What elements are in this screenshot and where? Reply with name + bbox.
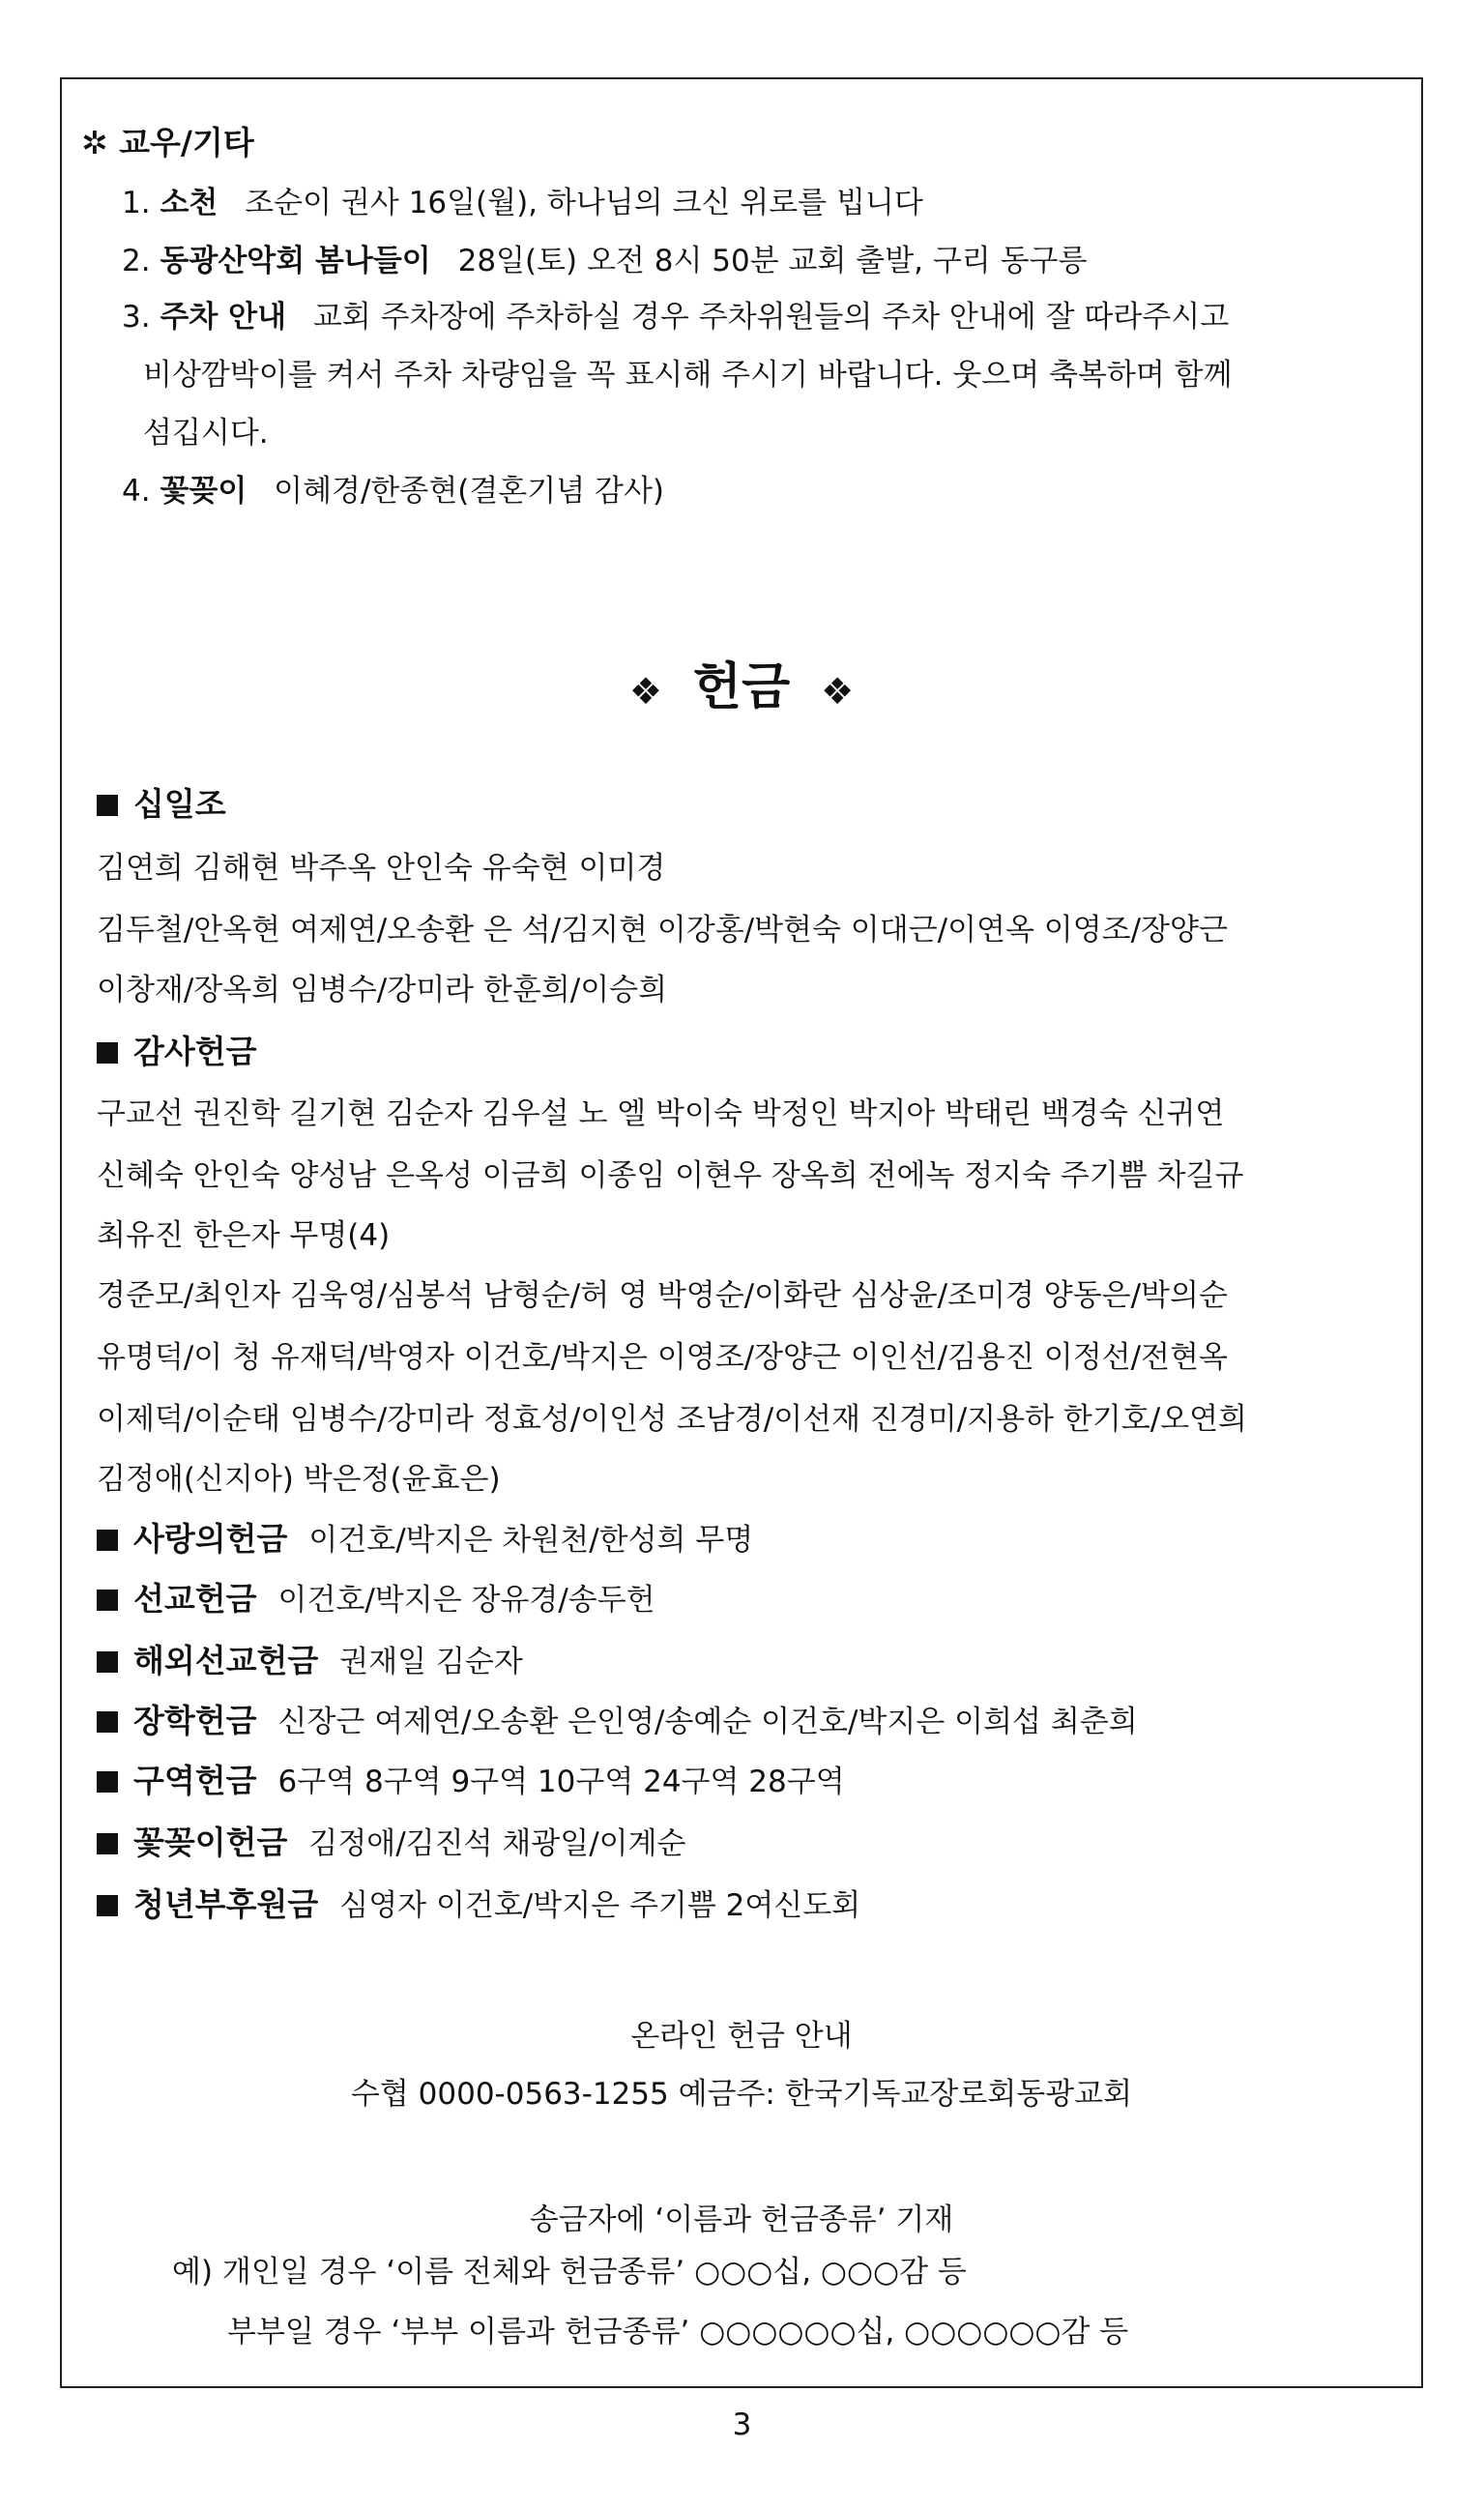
square-bullet-icon — [97, 1590, 118, 1611]
notice-item-3-cont-1: 비상깜박이를 켜서 주차 차량임을 꼭 표시해 주시기 바랍니다. 웃으며 축복하며 함께 — [143, 358, 1233, 393]
notice-item-1: 1. 소천 조순이 권사 16일(월), 하나님의 크신 위로를 빕니다 — [122, 186, 923, 220]
notice-item-text: 교회 주차장에 주차하실 경우 주차위원들의 주차 안내에 잘 따라주시고 — [312, 300, 1230, 335]
section-title-text: 교우/기타 — [119, 124, 254, 161]
offering-row-district: 구역헌금 6구역 8구역 9구역 10구역 24구역 28구역 — [97, 1762, 845, 1801]
notice-item-3-cont-2: 섬깁시다. — [143, 416, 269, 451]
thanks-title: 감사헌금 — [97, 1033, 278, 1072]
notice-item-title: 동광산악회 봄나들이 — [160, 244, 431, 278]
offering-heading-text: 헌금 — [692, 658, 791, 716]
thanks-line: 김정애(신지아) 박은정(윤효은) — [97, 1462, 501, 1497]
square-bullet-icon — [97, 1711, 118, 1733]
square-bullet-icon — [97, 795, 118, 816]
online-account: 수협 0000-0563-1255 예금주: 한국기독교장로회동광교회 — [350, 2077, 1133, 2112]
notice-item-4: 4. 꽃꽂이 이혜경/한종현(결혼기념 감사) — [122, 474, 664, 509]
section-title-members — [81, 124, 254, 162]
tithe-line: 이창재/장옥희 임병수/강미라 한훈희/이승희 — [97, 973, 668, 1007]
offering-row-flowers: 꽃꽂이헌금 김정애/김진석 채광일/이계순 — [97, 1823, 685, 1863]
offering-row-youth-support: 청년부후원금 심영자 이건호/박지은 주기쁨 2여신도회 — [97, 1885, 860, 1925]
page-number: 3 — [732, 2407, 752, 2442]
notice-item-text: 이혜경/한종현(결혼기념 감사) — [274, 474, 664, 509]
notice-item-title: 주차 안내 — [160, 300, 287, 335]
online-note-2: 예) 개인일 경우 ‘이름 전체와 헌금종류’ ○○○십, ○○○감 등 — [172, 2255, 967, 2290]
tithe-line: 김연희 김해현 박주옥 안인숙 유숙현 이미경 — [97, 851, 666, 886]
square-bullet-icon — [97, 1530, 118, 1551]
thanks-line: 유명덕/이 청 유재덕/박영자 이건호/박지은 이영조/장양근 이인선/김용진 이정선/전현옥 — [97, 1340, 1228, 1375]
online-note-3: 부부일 경우 ‘부부 이름과 헌금종류’ ○○○○○○십, ○○○○○○감 등 — [227, 2315, 1129, 2349]
notice-item-text: 28일(토) 오전 8시 50분 교회 출발, 구리 동구릉 — [457, 244, 1088, 278]
thanks-line: 구교선 권진학 길기현 김순자 김우설 노 엘 박이숙 박정인 박지아 박태린 백경숙 신귀연 — [97, 1096, 1225, 1131]
online-title: 온라인 헌금 안내 — [630, 2019, 853, 2054]
notice-item-2: 2. 동광산악회 봄나들이 28일(토) 오전 8시 50분 교회 출발, 구리 동구릉 — [122, 244, 1088, 278]
diamond-icon: ❖ — [821, 670, 855, 713]
square-bullet-icon — [97, 1895, 118, 1916]
offering-row-mission: 선교헌금 이건호/박지은 장유경/송두헌 — [97, 1580, 655, 1619]
thanks-line: 신혜숙 안인숙 양성남 은옥성 이금희 이종임 이현우 장옥희 전에녹 정지숙 주기쁨 차길규 — [97, 1158, 1244, 1193]
thanks-line: 최유진 한은자 무명(4) — [97, 1218, 391, 1253]
offering-heading — [60, 646, 1423, 718]
square-bullet-icon — [97, 1042, 118, 1064]
offering-row-love: 사랑의헌금 이건호/박지은 차원천/한성희 무명 — [97, 1520, 753, 1560]
notice-item-3: 3. 주차 안내 교회 주차장에 주차하실 경우 주차위원들의 주차 안내에 잘 따라주시고 — [122, 300, 1230, 335]
online-note-1: 송금자에 ‘이름과 헌금종류’ 기재 — [529, 2203, 954, 2237]
square-bullet-icon — [97, 1651, 118, 1673]
asterisk-icon: ✲ — [81, 124, 108, 161]
notice-item-title: 소천 — [160, 186, 218, 220]
square-bullet-icon — [97, 1771, 118, 1793]
notice-item-title: 꽃꽂이 — [160, 474, 247, 509]
thanks-line: 이제덕/이순태 임병수/강미라 정효성/이인성 조남경/이선재 진경미/지용하 한기호/오연희 — [97, 1402, 1247, 1437]
notice-item-text: 조순이 권사 16일(월), 하나님의 크신 위로를 빕니다 — [245, 186, 923, 220]
offering-row-scholarship: 장학헌금 신장근 여제연/오송환 은인영/송예순 이건호/박지은 이희섭 최춘희 — [97, 1702, 1138, 1741]
tithe-line: 김두철/안옥현 여제연/오송환 은 석/김지현 이강홍/박현숙 이대근/이연옥 이영조/장양근 — [97, 913, 1228, 948]
offering-row-overseas-mission: 해외선교헌금 권재일 김순자 — [97, 1642, 523, 1681]
tithe-title: 십일조 — [97, 785, 247, 825]
diamond-icon: ❖ — [628, 670, 662, 713]
square-bullet-icon — [97, 1833, 118, 1854]
thanks-line: 경준모/최인자 김욱영/심봉석 남형순/허 영 박영순/이화란 심상윤/조미경 양동은/박의순 — [97, 1278, 1228, 1313]
